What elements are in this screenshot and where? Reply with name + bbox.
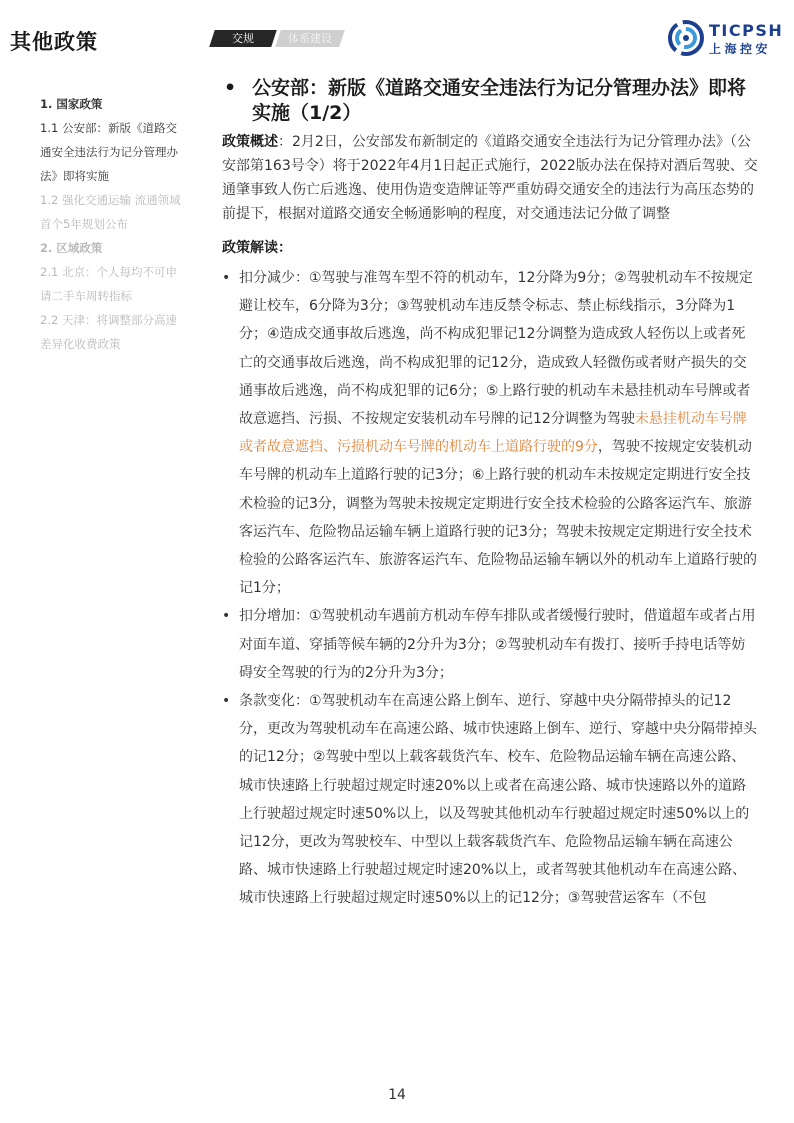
policy-overview	[222, 130, 758, 226]
bullet-text: 扣分减少：①驾驶与准驾车型不符的机动车，12分降为9分；②驾驶机动车不按规定避让校车，6分降为3分；③驾驶机动车违反禁令标志、禁止标线指示，3分降为1分；④造成交通事故后逃逸，尚不构成犯罪记12分调整为造成致人轻伤以上或者死亡的交通事故后逃逸，尚不构成犯罪的记12分，造成致人轻微伤或者财产损失的交通事故后逃逸，尚不构成犯罪的记6分；⑤上路行驶的机动车未悬挂机动车号牌或者故意遮挡、污损、不按规定安装机动车号牌的记12分调整为驾驶	[239, 270, 753, 428]
tag-traffic-rules[interactable]	[209, 30, 277, 47]
main-content	[222, 76, 758, 913]
tag-label: 交规	[232, 32, 254, 45]
toc-item[interactable]: 1.2 强化交通运输 流通领域	[40, 193, 181, 207]
table-of-contents	[40, 92, 205, 356]
list-item	[222, 687, 758, 913]
toc-item[interactable]: 2.2 天津：将调整部分高速	[40, 313, 177, 327]
bullet-text: 条款变化：①驾驶机动车在高速公路上倒车、逆行、穿越中央分隔带掉头的记12分，更改为驾驶机动车在高速公路、城市快速路上倒车、逆行、穿越中央分隔带掉头的记12分；②驾驶中型以上载客载货汽车、校车、危险物品运输车辆在高速公路、城市快速路上行驶超过规定时速20%以上或者在高速公路、城市快速路以外的道路上行驶超过规定时速50%以上，以及驾驶其他机动车行驶超过规定时速50%以上的记12分，更改为驾驶校车、中型以上载客载货汽车、危险物品运输车辆在高速公路、城市快速路上行驶超过规定时速20%以上，或者驾驶其他机动车在高速公路、城市快速路上行驶超过规定时速50%以上的记12分；③驾驶营运客车（不包	[239, 693, 757, 907]
logo-text-en: TICPSH	[709, 21, 784, 40]
page-number: 14	[388, 1087, 406, 1103]
toc-item[interactable]: 差异化收费政策	[40, 337, 121, 351]
list-item	[222, 602, 758, 687]
toc-item[interactable]: 请二手车周转指标	[40, 289, 132, 303]
logo-mark-icon	[668, 20, 704, 56]
bullet-text: 扣分增加：①驾驶机动车遇前方机动车停车排队或者缓慢行驶时，借道超车或者占用对面车道、穿插等候车辆的2分升为3分；②驾驶机动车有拨打、接听手持电话等妨碍安全驾驶的行为的2分升为3分；	[239, 608, 756, 681]
bullet-dot-icon: •	[222, 693, 231, 710]
page-title: 其他政策	[10, 30, 98, 54]
bullet-dot-icon: •	[222, 270, 231, 286]
overview-text: ：2月2日，公安部发布新制定的《道路交通安全违法行为记分管理办法》（公安部第163号令）将于2022年4月1日起正式施行，2022版办法在保持对酒后驾驶、交通肇事致人伤亡后逃逸、使用伪造变造牌证等严重妨碍交通安全的违法行为高压态势的前提下，根据对道路交通安全畅通影响的程度，对交通违法记分做了调整	[222, 134, 758, 222]
section-heading	[222, 76, 758, 126]
toc-item[interactable]: 1. 国家政策	[40, 97, 103, 111]
bullet-dot-icon: •	[224, 77, 237, 99]
overview-label: 政策概述	[222, 134, 278, 150]
toc-item[interactable]: 2.1 北京：个人每均不可申	[40, 265, 177, 279]
tag-label: 体系建设	[288, 32, 332, 45]
tag-system-building[interactable]	[275, 30, 345, 47]
section-heading-text: 公安部：新版《道路交通安全违法行为记分管理办法》即将实施（1/2）	[252, 77, 747, 124]
company-logo	[668, 20, 788, 60]
highlighted-text: 未悬挂机动车号牌或者故意遮挡、污损机动车号牌的机动车上道路行驶的9分	[239, 411, 747, 456]
toc-item[interactable]: 2. 区域政策	[40, 241, 103, 255]
toc-item[interactable]: 首个5年规划公布	[40, 217, 128, 231]
interpretation-label: 政策解读：	[222, 240, 292, 256]
logo-text-cn: 上海控安	[709, 42, 772, 56]
toc-item[interactable]: 通安全违法行为记分管理办	[40, 145, 178, 159]
bullet-dot-icon: •	[222, 608, 231, 625]
list-item	[222, 264, 758, 602]
toc-item[interactable]: 法》即将实施	[40, 169, 109, 183]
bullet-text-continued: ，驾驶不按规定安装机动车号牌的机动车上道路行驶的记3分；⑥上路行驶的机动车未按规定定期进行安全技术检验的记3分，调整为驾驶未按规定定期进行安全技术检验的公路客运汽车、旅游客运汽车、危险物品运输车辆上道路行驶的记3分；驾驶未按规定定期进行安全技术检验的公路客运汽车、旅游客运汽车、危险物品运输车辆以外的机动车上道路行驶的记1分；	[239, 439, 757, 597]
toc-item[interactable]: 1.1 公安部：新版《道路交	[40, 121, 177, 135]
interpretation-list	[222, 264, 758, 913]
